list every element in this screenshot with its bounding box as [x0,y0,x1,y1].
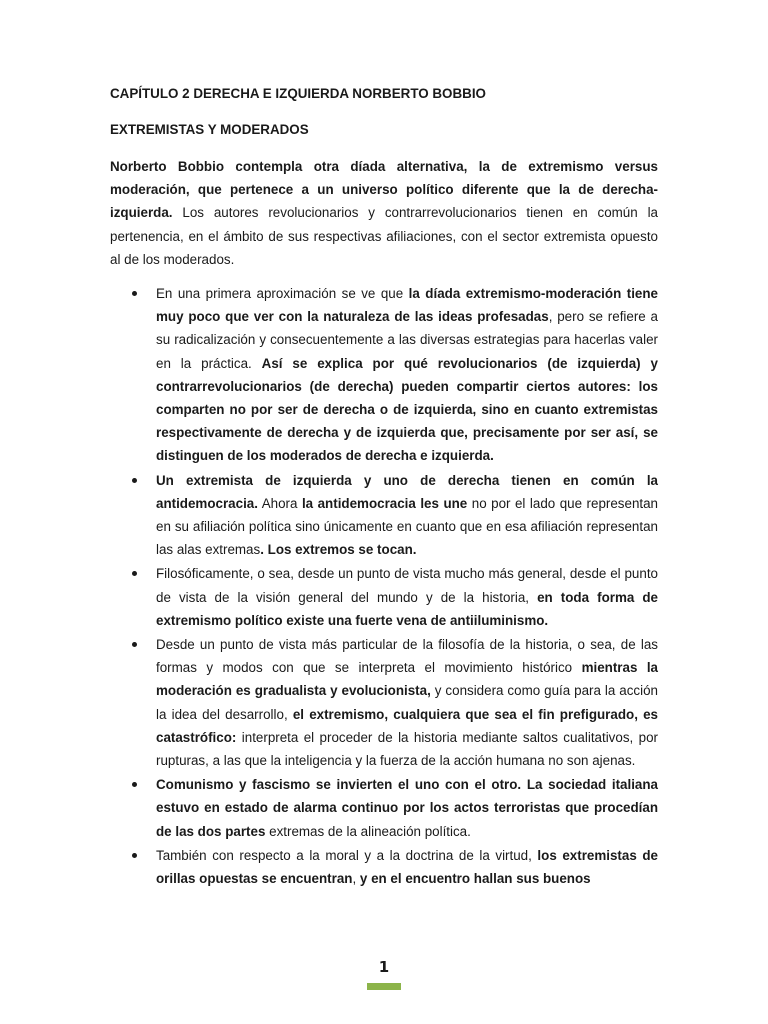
bullet-bold-text: mientras la moderación es gradualista y evolucionista, [156,660,659,699]
bullet-dot-icon [132,571,137,576]
bullet-dot-icon [132,782,137,787]
bullet-item [110,773,658,843]
chapter-title: CAPÍTULO 2 DERECHA E IZQUIERDA NORBERTO BOBBIO [110,86,486,101]
page-number-underline [367,983,401,990]
bullet-bold-text: Un extremista de izquierda y uno de derecha tienen en común la antidemocracia. [156,472,658,511]
bullet-bold-text: la díada extremismo-moderación tiene muy poco que ver con la naturaleza de las ideas profesadas [156,286,658,325]
page-footer [367,956,401,990]
intro-paragraph [110,155,658,271]
bullet-bold-text: Así se explica por qué revolucionarios (de izquierda) y contrarrevolucionarios (de derecha) pueden compartir ciertos autores: los comparten no por ser de derecha o de izquierda, sino en cuanto extremistas respectivamente de derecha y de izquierda que, precisamente por ser así, se distinguen de los moderados de derecha e izquierda. [156,355,658,464]
bullet-bold-text: la antidemocracia les une [301,495,468,511]
bullet-list [110,282,658,890]
bullet-text: y considera como guía para la acción la idea del desarrollo, [156,683,658,722]
bullet-text: , [352,871,360,887]
bullet-text: Filosóficamente, o sea, desde un punto de vista mucho más general, desde el punto de vista de la visión general del mundo y de la historia, [156,566,658,605]
bullet-dot-icon [132,478,137,483]
bullet-bold-text: y en el encuentro hallan sus buenos [359,871,591,887]
bullet-item [110,633,658,772]
intro-bold-text: Norberto Bobbio contempla otra díada alternativa, la de extremismo versus moderación, que pertenece a un universo político diferente que la de derecha-izquierda. [110,159,658,221]
bullet-dot-icon [132,853,137,858]
bullet-text: no por el lado que representan en su afiliación política sino únicamente en cuanto que en esa afiliación representan las alas extremas [156,495,659,558]
bullet-bold-text: el extremismo, cualquiera que sea el fin prefigurado, es catastrófico: [156,706,658,745]
bullet-item [110,844,658,890]
bullet-text: interpreta el proceder de la historia mediante saltos cualitativos, por rupturas, a las que la inteligencia y la fuerza de la acción humana no son ajenas. [156,729,658,769]
bullet-text: extremas de la alineación política. [265,823,471,839]
bullet-text: Desde un punto de vista más particular de la filosofía de la historia, o sea, de las formas y modos con que se interpreta el movimiento histórico [156,637,658,676]
bullet-bold-text: los extremistas de orillas opuestas se encuentran [156,847,658,887]
bullet-bold-text: . Los extremos se tocan. [260,542,417,558]
bullet-item [110,282,658,468]
bullet-item [110,469,658,562]
document-page [110,80,658,891]
bullet-text: En una primera aproximación se ve que [156,286,409,302]
section-title: EXTREMISTAS Y MODERADOS [110,122,309,137]
bullet-bold-text: en toda forma de extremismo político existe una fuerte vena de antiiluminismo. [156,589,658,628]
bullet-text: Ahora [257,495,302,511]
intro-text: Los autores revolucionarios y contrarrevolucionarios tienen en común la pertenencia, en el ámbito de sus respectivas afiliaciones, con el sector extremista opuesto al de los moderados. [110,205,658,267]
bullet-dot-icon [132,291,137,296]
bullet-text: , pero se refiere a su radicalización y consecuentemente a las diversas estrategias para hacerlas valer en la práctica. [156,309,658,371]
bullet-bold-text: Comunismo y fascismo se invierten el uno con el otro. La sociedad italiana estuvo en estado de alarma continuo por los actos terroristas que procedían de las dos partes [156,777,658,839]
bullet-text: También con respecto a la moral y a la doctrina de la virtud, [156,847,538,863]
bullet-dot-icon [132,642,137,647]
page-number: 1 [378,958,390,976]
bullet-item [110,562,658,632]
